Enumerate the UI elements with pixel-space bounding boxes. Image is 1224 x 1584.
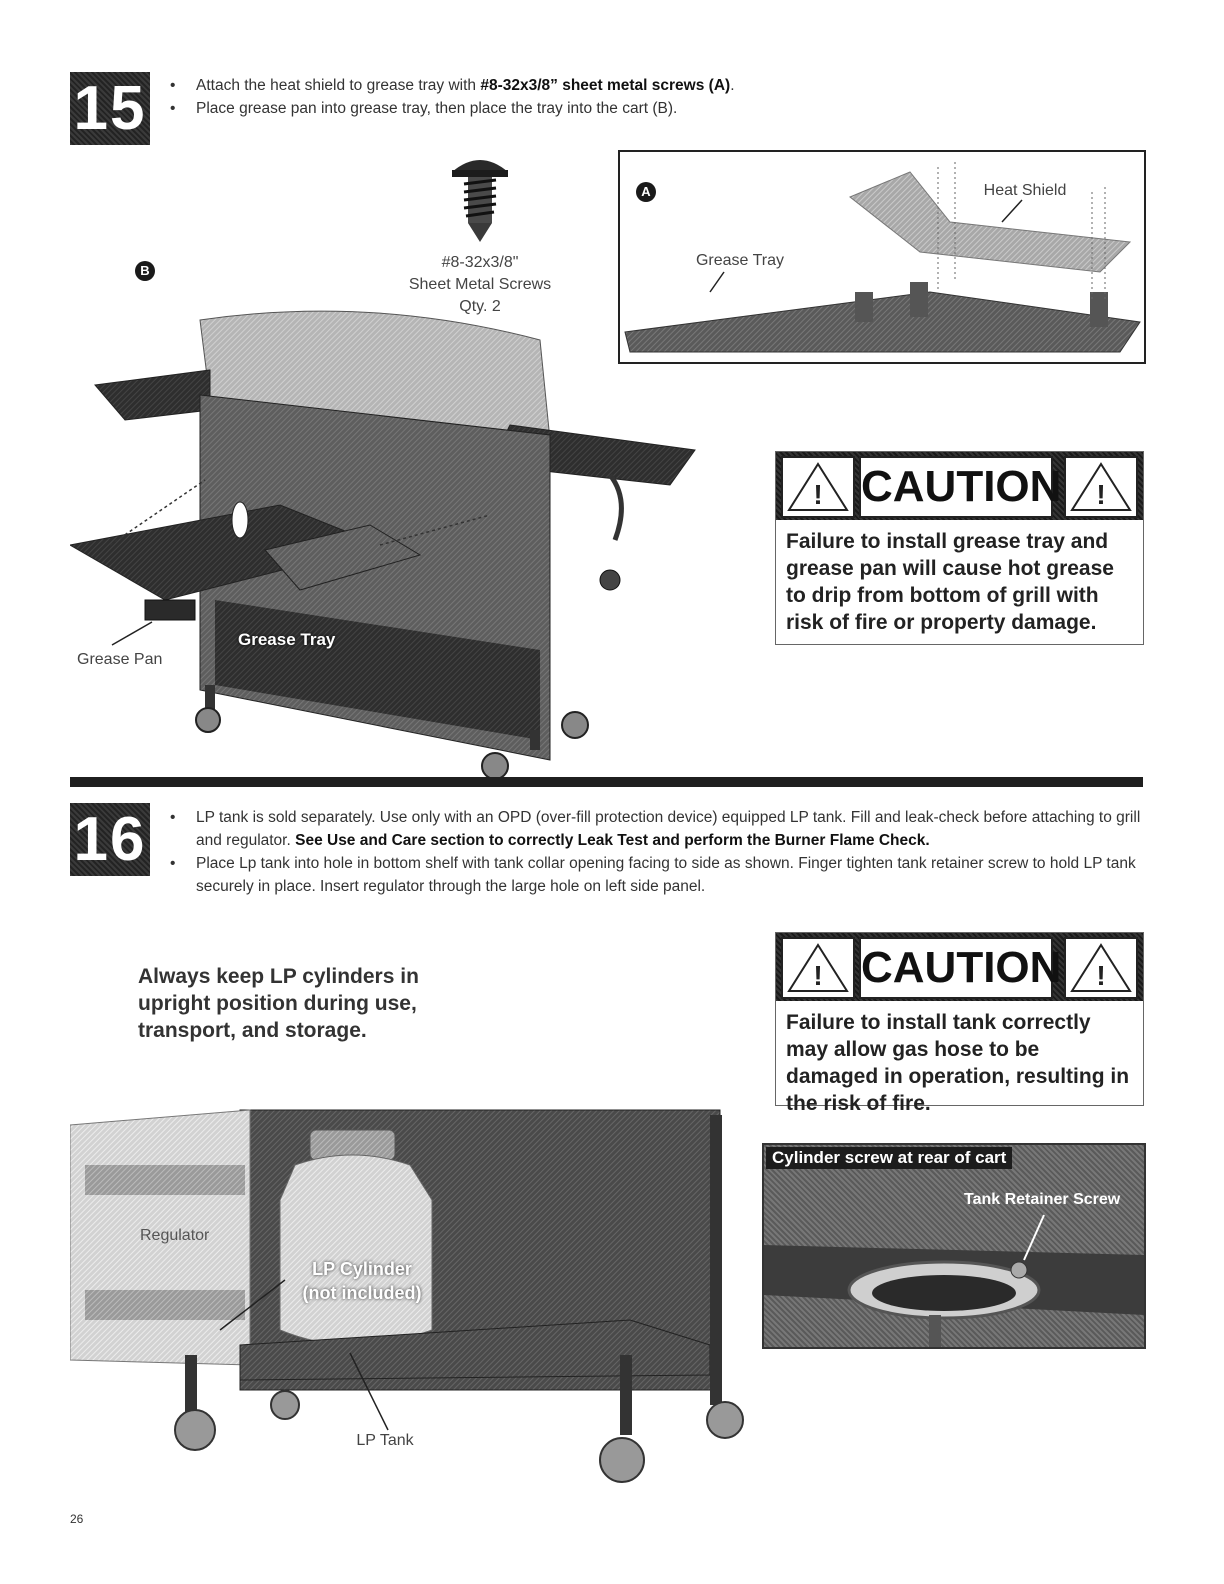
section-divider	[70, 777, 1143, 787]
step-15-bullet-2: • Place grease pan into grease tray, then place the tray into the cart (B).	[170, 97, 1070, 120]
detail-panel-a	[618, 150, 1146, 364]
panel-a-grease-tray-label: Grease Tray	[695, 252, 785, 269]
caution-box-grease	[775, 451, 1144, 645]
screw-illustration	[440, 150, 520, 245]
grease-pan-label: Grease Pan	[77, 651, 163, 668]
svg-text:!: !	[813, 479, 823, 510]
photo-caption: Cylinder screw at rear of cart	[766, 1147, 1012, 1169]
caution-word: CAUTION	[859, 937, 1053, 999]
caution-text: Failure to install grease tray and grease pan will cause hot grease to drip from bottom of grill with risk of fire or property damage.	[786, 530, 1114, 634]
tank-collar-illustration	[764, 1145, 1144, 1347]
step-15-number: 15	[70, 72, 150, 145]
svg-text:!: !	[1096, 960, 1106, 991]
regulator-label: Regulator	[140, 1227, 210, 1244]
step-15-bullet-1: • Attach the heat shield to grease tray with #8-32x3/8” sheet metal screws (A).	[170, 74, 1070, 97]
svg-text:!: !	[813, 960, 823, 991]
panel-a-heat-shield-label: Heat Shield	[983, 182, 1067, 199]
lp-cylinder-label: LP Cylinder (not included)	[302, 1259, 422, 1303]
warning-triangle-icon	[1064, 456, 1138, 518]
marker-a: A	[636, 182, 656, 202]
retainer-label: Tank Retainer Screw	[964, 1191, 1121, 1208]
page-number: 26	[70, 1512, 84, 1526]
lp-tank-label: LP Tank	[356, 1432, 414, 1449]
svg-text:!: !	[1096, 479, 1106, 510]
step-16-instructions	[170, 806, 1145, 898]
step-16-number: 16	[70, 803, 150, 876]
step-15-instructions	[170, 74, 1070, 120]
warning-triangle-icon	[781, 937, 855, 999]
grease-tray-callout: Grease Tray	[238, 630, 336, 649]
grill-illustration	[70, 300, 710, 785]
tank-retainer-photo	[762, 1143, 1146, 1349]
warning-triangle-icon	[781, 456, 855, 518]
caution-text: Failure to install tank correctly may allow gas hose to be damaged in operation, resulting in the risk of fire.	[786, 1011, 1130, 1115]
step-16-bullet-1: • LP tank is sold separately. Use only with an OPD (over-fill protection device) equipped LP tank. Fill and leak-check before attaching to grill and regulator. See Use and Care section to correctly Leak Test and perform the Burner Flame Check.	[170, 806, 1145, 852]
caution-box-tank	[775, 932, 1144, 1115]
step-16-bullet-2: • Place Lp tank into hole in bottom shelf with tank collar opening facing to side as shown. Finger tighten tank retainer screw to hold LP tank securely in place. Insert regulator through the large hole on left side panel.	[170, 852, 1145, 898]
caution-header	[776, 452, 1143, 520]
marker-b: B	[135, 261, 155, 281]
screw-label: #8-32x3/8" Sheet Metal Screws Qty. 2	[408, 254, 552, 315]
warning-triangle-icon	[1064, 937, 1138, 999]
caution-word: CAUTION	[859, 456, 1053, 518]
lp-upright-warning: Always keep LP cylinders in upright position during use, transport, and storage.	[138, 965, 419, 1042]
caution-header	[776, 933, 1143, 1001]
